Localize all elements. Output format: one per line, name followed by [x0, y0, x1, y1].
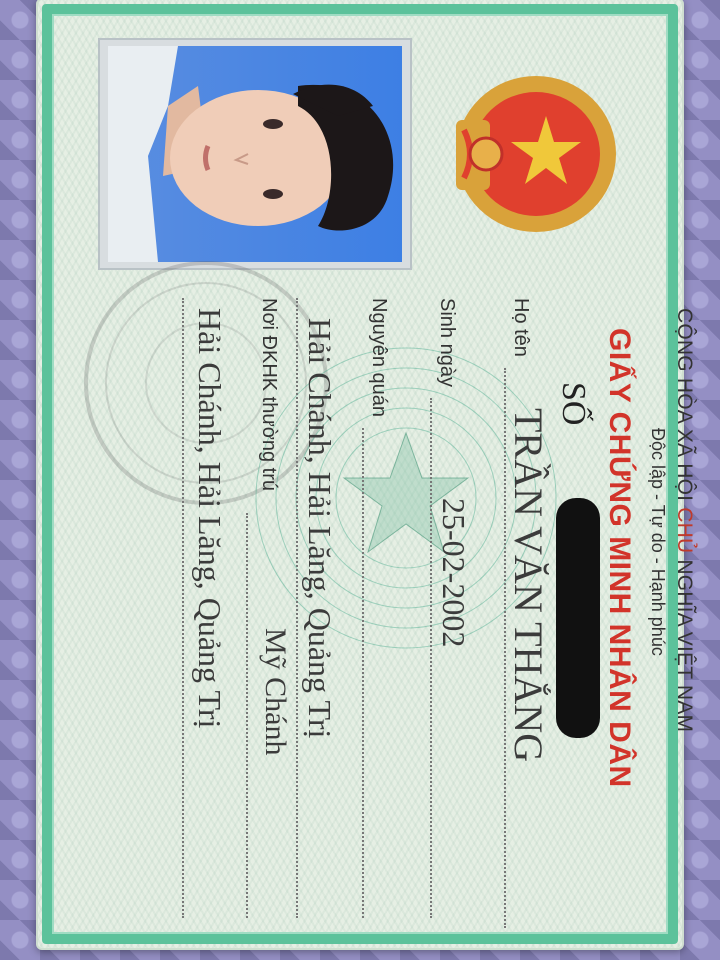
name-label: Họ tên	[510, 298, 532, 357]
address-dotted-line	[246, 513, 248, 918]
id-card	[36, 0, 696, 950]
dob-dotted-line	[430, 398, 432, 918]
national-motto: Độc lập - Tự do - Hạnh phúc	[648, 428, 668, 656]
origin-dotted-line	[362, 428, 364, 918]
origin-dotted-line-2	[296, 298, 298, 918]
portrait-photo	[98, 38, 412, 270]
origin-value: Hải Chánh, Hải Lăng, Quảng Trị	[302, 318, 338, 739]
id-number-label: SỐ	[555, 382, 592, 426]
name-dotted-line	[504, 368, 506, 928]
name-value: TRẦN VĂN THẮNG	[506, 408, 551, 763]
document-title: GIẤY CHỨNG MINH NHÂN DÂN	[603, 328, 636, 788]
national-emblem	[436, 70, 636, 238]
card-text-block	[100, 298, 720, 938]
dob-label: Sinh ngày	[436, 298, 458, 387]
dob-value: 25-02-2002	[436, 498, 472, 648]
address-dotted-line-2	[182, 298, 184, 918]
origin-label: Nguyên quán	[368, 298, 390, 417]
address-value-line1: Mỹ Chánh	[259, 628, 292, 756]
address-value-line2: Hải Chánh, Hải Lăng, Quảng Trị	[192, 308, 228, 729]
address-label: Nơi ĐKHK thường trú	[258, 298, 280, 492]
redacted-id-number	[556, 498, 600, 738]
republic-heading: CỘNG HÒA XÃ HỘI CHỦ NGHĨA VIỆT NAM	[673, 308, 696, 733]
